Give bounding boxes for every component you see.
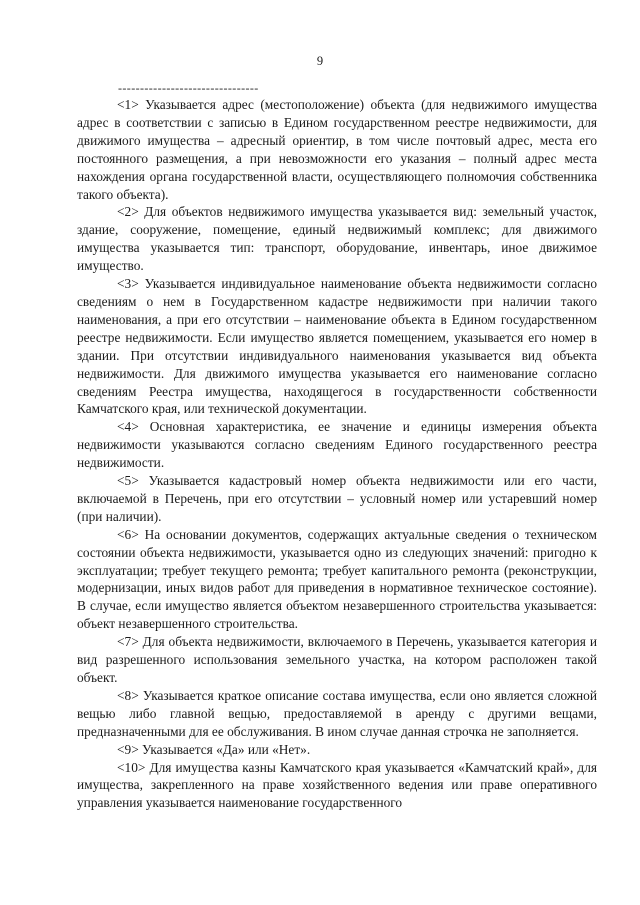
footnote-1: <1> Указывается адрес (местоположение) объекта (для недвижимого имущества адрес в соответствии с записью в Едином государственном реестре недвижимости, для движимого имущества – адресный ориентир, в том числе почтовый адрес, места его постоянного размещения, а при невозможности его указания – полный адрес места нахождения органа государственной власти, осуществляющего полномочия собственника такого объекта). (77, 97, 597, 202)
footnote-8: <8> Указывается краткое описание состава имущества, если оно является сложной вещью либо главной вещью, предоставляемой в аренду с другими вещами, предназначенными для ее обслуживания. В ином случае данная строчка не заполняется. (77, 687, 597, 739)
footnote-6: <6> На основании документов, содержащих актуальные сведения о техническом состоянии объекта недвижимости, указывается одно из следующих значений: пригодно к эксплуатации; требует текущего ремонта; требует капитального ремонта (реконструкции, модернизации, иных видов работ для приведения в нормативное техническое состояние). В случае, если имущество является объектом незавершенного строительства указывается: объект незавершенного строительства. (77, 526, 597, 632)
footnote-5: <5> Указывается кадастровый номер объекта недвижимости или его части, включаемой в Перечень, при его отсутствии – условный номер или устаревший номер (при наличии). (77, 473, 597, 524)
footnote-9: <9> Указывается «Да» или «Нет». (117, 741, 311, 757)
footnote-4: <4> Основная характеристика, ее значение и единицы измерения объекта недвижимости указываются согласно сведениям Единого государственного реестра недвижимости. (77, 419, 597, 471)
footnote-7: <7> Для объекта недвижимости, включаемого в Перечень, указывается категория и вид разрешенного использования земельного участка, на котором расположен такой объект. (77, 634, 597, 685)
footnote-2: <2> Для объектов недвижимого имущества указывается вид: земельный участок, здание, сооружение, помещение, единый недвижимый комплекс; для движимого имущества указывается тип: транспорт, оборудование, инвентарь, иное движимое имущество. (77, 204, 597, 274)
footnotes-block (77, 96, 597, 812)
page-number: 9 (316, 54, 324, 68)
footnote-separator: -------------------------------- (118, 81, 259, 95)
footnote-10: <10> Для имущества казны Камчатского края указывается «Камчатский край», для имущества, закрепленного на праве хозяйственного ведения или праве оперативного управления указывается наименование государственного (77, 759, 597, 811)
footnote-3: <3> Указывается индивидуальное наименование объекта недвижимости согласно сведениям о нем в Государственном кадастре недвижимости при наличии такого наименования, а при его отсутствии – наименование объекта в Едином государственном реестре недвижимости. Если имущество является помещением, указывается его номер в здании. При отсутствии индивидуального наименования указывается вид объекта недвижимости. Для движимого имущества указывается его наименование согласно сведениям Реестра имущества, находящегося в государственности собственности Камчатского края, или технической документации. (77, 276, 597, 417)
